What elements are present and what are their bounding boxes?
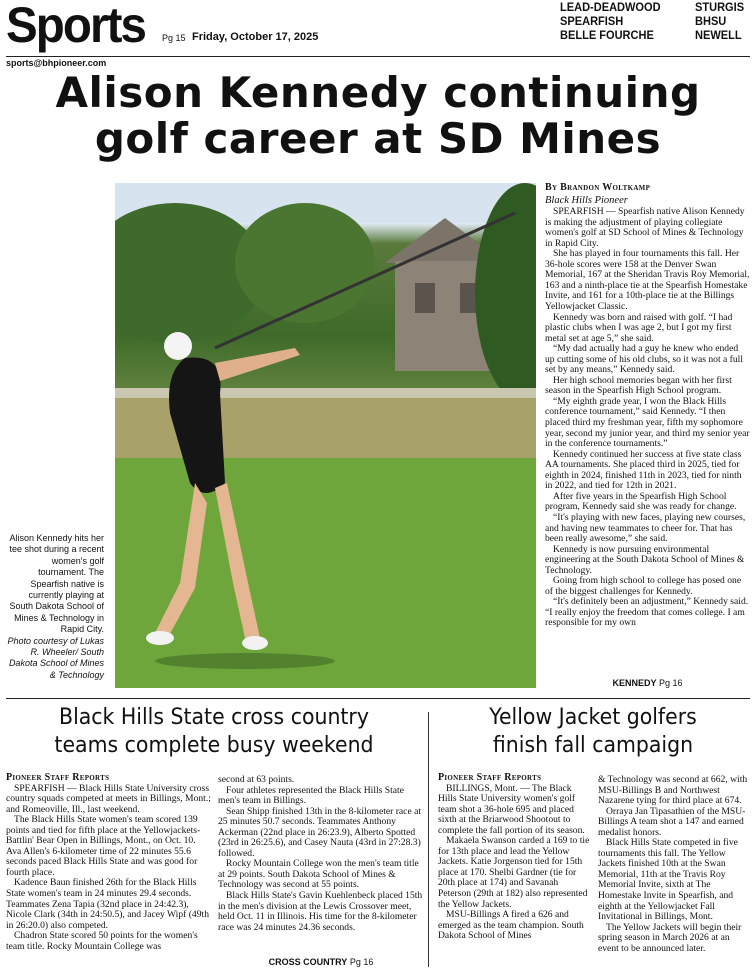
main-article — [545, 183, 750, 629]
column-divider — [428, 712, 429, 967]
photo-illustration — [115, 183, 536, 688]
paragraph: BILLINGS, Mont. — The Black Hills State University women's golf team shot a 36-hole 695 and placed sixth at the Briarwood Shootout to complete the fall portion of its season. — [438, 782, 585, 836]
paragraph: Kennedy is now pursuing environmental engineering at the South Dakota School of Mines & Technology. — [545, 543, 745, 576]
contact-email[interactable]: sports@bhpioneer.com — [6, 58, 107, 68]
paragraph: “It's playing with new faces, playing new courses, and having new teammates to cheer for. That has been really awesome,” she said. — [545, 511, 746, 545]
paragraph: Orraya Jan Tipasathien of the MSU-Billings A team shot a 147 and earned medalist honors. — [598, 805, 746, 838]
xc-jump-link[interactable] — [218, 957, 424, 967]
golf-headline — [447, 704, 739, 760]
golf-article-col2 — [598, 775, 752, 954]
golfer-photo — [115, 183, 536, 688]
paragraph: Going from high school to college has posed one of the biggest challenges for Kennedy. — [545, 575, 742, 597]
source: Black Hills Pioneer — [545, 194, 628, 206]
page-number: Pg 15 — [162, 33, 186, 43]
region: LEAD-DEADWOOD — [560, 0, 661, 14]
photo-caption — [4, 533, 104, 681]
paragraph: Sean Shipp finished 13th in the 8-kilometer race at 25 minutes 50.7 seconds. Teammates Anthony Ackerman (22nd place in 26:23.9), Alberto Spotted (23rd in 26:25.6), and Casey Nauta (43rd in 27:28.3) followed. — [218, 805, 422, 859]
photo-credit: Photo courtesy of Lukas R. Wheeler/ South Dakota School of Mines & Technology — [7, 635, 104, 680]
section-title: Sports — [6, 0, 146, 53]
paragraph: “My dad actually had a guy he knew who ended up cutting some of his old clubs, so it was not a full set by any means,” Kennedy said. — [545, 343, 743, 376]
region: SPEARFISH — [560, 14, 624, 28]
xc-article-col2 — [218, 775, 424, 933]
jump-page: Pg 16 — [349, 957, 374, 967]
paragraph: “It's definitely been an adjustment,” Kennedy said. “I really enjoy the freedom that comes college. I am responsible for my own — [545, 596, 749, 629]
main-headline — [0, 70, 756, 162]
xc-article-col1 — [6, 773, 211, 952]
paragraph: The Black Hills State women's team scored 139 points and tied for fifth place at the Yellowjackets-Battlin' Bear Open in Billings, Mont., on Oct. 10. Ava Allen's 6-kilometer time of 22 minutes 55.6 seconds paced Black Hills State and was good for fourth place. — [6, 814, 201, 878]
paragraph: SPEARFISH — Black Hills State University cross country squads competed at meets in Billings, Mont.; and Romeoville, Ill., last weekend. — [6, 782, 211, 815]
region-list-1 — [560, 0, 661, 42]
kennedy-jump-link[interactable] — [545, 678, 750, 688]
paragraph: Makaela Swanson carded a 169 to tie for 13th place and lead the Yellow Jackets. Katie Jorgenson tied for 15th place at 170. Shelbi Gardner (tie for 20th place at 174) and Savanah Peterson (29th at 182) also represented the Yellow Jackets. — [438, 835, 590, 910]
paragraph: Kennedy was born and raised with golf. “I had plastic clubs when I was age 2, but I got my first metal set at age 5,” she said. — [545, 311, 733, 344]
paragraph: SPEARFISH — Spearfish native Alison Kennedy is making the adjustment of playing collegiate women's golf at SD School of Mines & Technology in Rapid City. — [545, 206, 745, 249]
jump-word: CROSS COUNTRY — [268, 957, 348, 967]
paragraph: Chadron State scored 50 points for the women's team title. Rocky Mountain College was — [6, 930, 198, 952]
headline-line: Black Hills State cross country — [59, 705, 369, 730]
paragraph: Kadence Baun finished 26th for the Black Hills State women's team in 24 minutes 29.4 seconds. Teammates Zena Tapia (32nd place in 24:42.3), Nicole Clark (34th in 24:50.5), and Jacey Wipf (49th in 26:20.0) also competed. — [6, 877, 209, 931]
paragraph: The Yellow Jackets will begin their spring season in March 2026 at an event to be announced later. — [598, 921, 742, 954]
byline: By Brandon Woltkamp — [545, 182, 651, 193]
paragraph: After five years in the Spearfish High School program, Kennedy said she was ready for change. — [545, 490, 737, 513]
golf-article-col1 — [438, 773, 590, 942]
divider — [6, 56, 750, 57]
jump-page: Pg 16 — [659, 678, 683, 688]
region: BELLE FOURCHE — [560, 28, 654, 42]
paragraph: MSU-Billings A fired a 626 and emerged as the team champion. South Dakota School of Mines — [438, 909, 584, 942]
headline-line: teams complete busy weekend — [54, 733, 374, 758]
jump-word: KENNEDY — [612, 678, 657, 688]
paragraph: Four athletes represented the Black Hills State men's team in Billings. — [218, 784, 404, 807]
paragraph: Black Hills State's Gavin Kuehlenbeck placed 15th in the men's division at the Lewis Crossover meet, held Oct. 11 in Illinois. His time for the 8-kilometer race was 24 minutes 24.36 seconds. — [218, 890, 423, 933]
paragraph: Kennedy continued her success at five state class AA tournaments. She placed third in 2025, tied for eighth in 2024, finished 11th in 2023, tied for ninth in 2022, and tied for 12th in 2021. — [545, 448, 742, 492]
caption-text: Alison Kennedy hits her tee shot during a recent women's golf tournament. The Spearfish native is currently playing at South Dakota School of Mines & Technology in Rapid City. — [9, 533, 104, 635]
region: NEWELL — [695, 28, 742, 42]
headline-line: finish fall campaign — [492, 733, 694, 758]
region: STURGIS — [695, 0, 745, 14]
headline-line: Yellow Jacket golfers — [489, 705, 697, 730]
headline-line: Alison Kennedy continuing — [55, 68, 701, 117]
byline: Pioneer Staff Reports — [438, 772, 542, 783]
paragraph: second at 63 points. — [218, 774, 295, 785]
xc-headline — [21, 704, 408, 760]
paragraph: Her high school memories began with her first season in the Spearfish High School program. — [545, 374, 732, 397]
paragraph: “My eighth grade year, I won the Black Hills conference tournament,” said Kennedy. “I then placed third my freshman year, fifth my sophomore year, second my junior year, and third my senior year in the conference tournaments.” — [545, 395, 750, 450]
paragraph: She has played in four tournaments this fall. Her 36-hole scores were 158 at the Denver Swan Memorial, 167 at the Sheridan Travis Roy Memorial, 163 and a ninth-place tie at the Spearfish Homestake Invite, and 161 for a 10th-place tie at the Billings Yellowjacket Classic. — [545, 248, 750, 313]
paragraph: Rocky Mountain College won the men's team title at 29 points. South Dakota School of Mines & Technology was second at 55 points. — [218, 858, 419, 891]
paragraph: & Technology was second at 662, with MSU-Billings B and Northwest Nazarene tying for third place at 674. — [598, 774, 748, 807]
region: BHSU — [695, 14, 727, 28]
region-list-2 — [695, 0, 744, 42]
issue-date: Friday, October 17, 2025 — [192, 31, 319, 43]
headline-line: golf career at SD Mines — [94, 114, 662, 163]
byline: Pioneer Staff Reports — [6, 772, 110, 783]
divider — [6, 698, 750, 699]
paragraph: Black Hills State competed in five tournaments this fall. The Yellow Jackets finished 10th at the Swan Memorial, 11th at the Travis Roy Memorial Invite, sixth at The Homestake Invite in Spearfish, and eighth at the Yellowjacket Fall Invitational in Billings, Mont. — [598, 837, 738, 923]
